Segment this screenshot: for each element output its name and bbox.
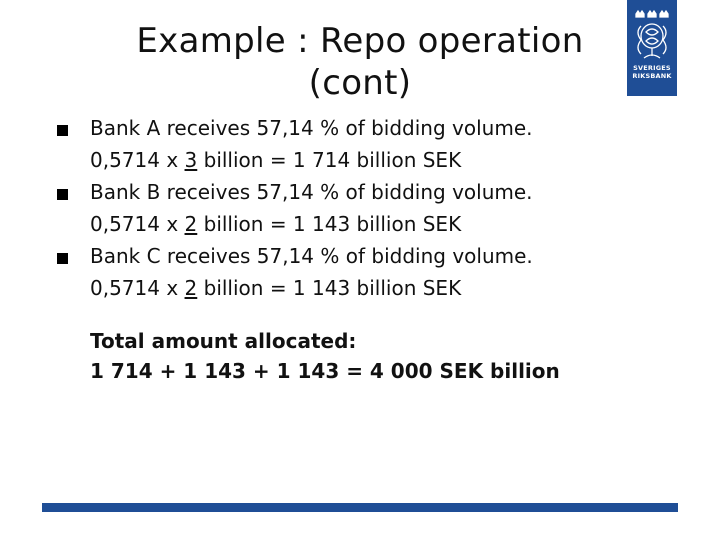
bullet-square-icon	[57, 125, 68, 136]
slide-title-line-1: Example : Repo operation	[136, 21, 584, 61]
logo-text-sveriges: SVERIGES	[633, 64, 671, 72]
bullet-item-bank-a	[0, 112, 640, 176]
slide-title	[80, 20, 640, 104]
calc-prefix: 0,5714 x	[90, 212, 185, 236]
bullet-line-2	[90, 144, 640, 176]
calc-result: billion = 1 714 billion SEK	[197, 148, 462, 172]
calc-prefix: 0,5714 x	[90, 148, 185, 172]
total-equation: 1 714 + 1 143 + 1 143 = 4 000 SEK billion	[90, 359, 560, 383]
total-heading: Total amount allocated:	[90, 329, 357, 353]
bullet-line-2	[90, 272, 640, 304]
total-summary	[90, 326, 560, 386]
calc-multiplier: 2	[184, 276, 198, 300]
logo-text-riksbank: RIKSBANK	[632, 72, 672, 80]
bullet-line-1: Bank C receives 57,14 % of bidding volume.	[90, 244, 533, 268]
bullet-square-icon	[57, 253, 68, 264]
bullet-list	[0, 112, 640, 304]
bullet-item-bank-c	[0, 240, 640, 304]
calc-multiplier: 3	[184, 148, 198, 172]
bullet-line-1: Bank A receives 57,14 % of bidding volume.	[90, 116, 533, 140]
riksbank-logo	[627, 0, 677, 96]
calc-prefix: 0,5714 x	[90, 276, 185, 300]
calc-result: billion = 1 143 billion SEK	[197, 276, 462, 300]
calc-result: billion = 1 143 billion SEK	[197, 212, 462, 236]
calc-multiplier: 2	[184, 212, 198, 236]
bullet-item-bank-b	[0, 176, 640, 240]
footer-accent-bar	[42, 503, 678, 512]
slide-title-line-2: (cont)	[308, 63, 412, 103]
bullet-line-2	[90, 208, 640, 240]
crown-emblem-icon	[632, 8, 672, 64]
bullet-square-icon	[57, 189, 68, 200]
bullet-line-1: Bank B receives 57,14 % of bidding volume.	[90, 180, 533, 204]
